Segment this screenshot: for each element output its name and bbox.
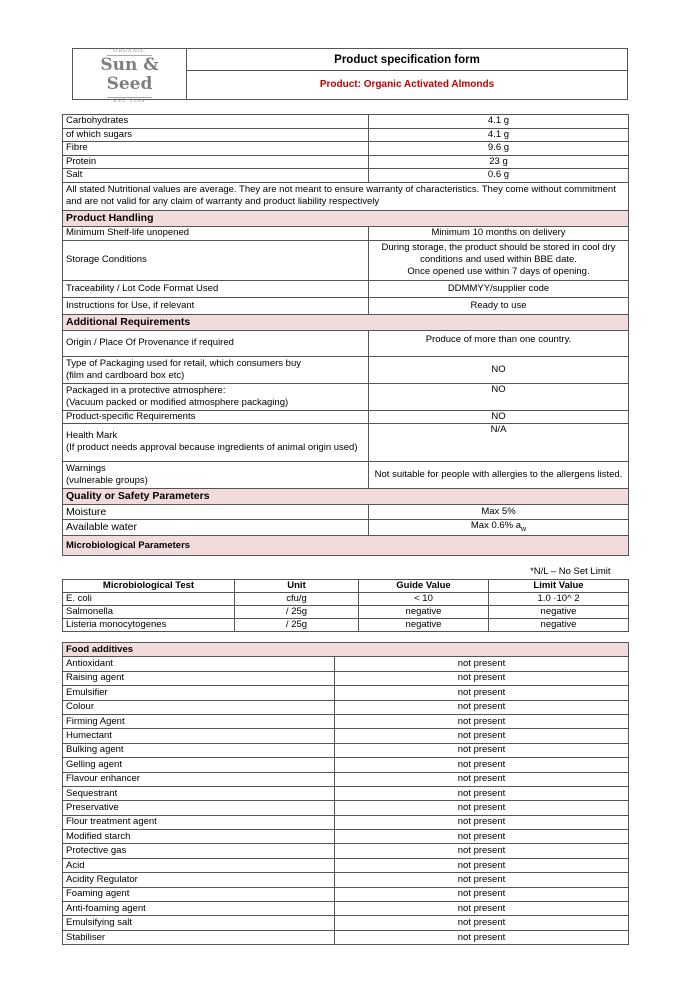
requirement-label [63,356,369,383]
table-row [63,786,629,800]
nutrient-label: Fibre [63,142,369,156]
column-header: Limit Value [489,579,629,592]
brand-logo [82,44,178,105]
micro-unit: / 25g [235,618,359,631]
requirement-value: N/A [369,423,629,461]
title-cell [187,49,627,99]
table-row [63,566,629,579]
table-row [63,519,629,536]
form-title: Product specification form [187,49,627,71]
nutrient-value: 0.6 g [369,169,629,183]
table-row [63,356,629,383]
table-row [63,873,629,887]
table-row [63,226,629,240]
nutrient-label: Protein [63,155,369,169]
nutrient-label: Salt [63,169,369,183]
requirement-label-line1: Warnings [66,462,106,474]
nutrient-value: 23 g [369,155,629,169]
table-row [63,758,629,772]
handling-label: Storage Conditions [63,240,369,280]
table-row [63,830,629,844]
additive-label: Humectant [63,729,335,743]
additive-label: Protective gas [63,844,335,858]
logo-cell [73,47,187,104]
additive-label: Bulking agent [63,743,335,757]
table-row [63,169,629,183]
logo-top-text: ORGANIC [107,48,152,56]
nutrient-value: 4.1 g [369,128,629,142]
additive-label: Raising agent [63,671,335,685]
micro-test: Salmonella [63,605,235,618]
food-additives-table [62,642,629,945]
table-row [63,383,629,410]
requirement-value: NO [369,356,629,383]
requirement-label-line1: Packaged in a protective atmosphere: [66,384,226,396]
table-row [63,240,629,280]
additive-label: Foaming agent [63,887,335,901]
additive-status: not present [335,844,629,858]
requirement-label-line2: (vulnerable groups) [66,474,148,486]
water-activity-value: Max 0.6% a [470,519,522,531]
handling-label: Traceability / Lot Code Format Used [63,280,369,297]
table-row [63,729,629,743]
additive-status: not present [335,830,629,844]
table-row [63,618,629,631]
table-row [63,605,629,618]
additive-label: Emulsifier [63,686,335,700]
section-title-quality: Quality or Safety Parameters [63,488,629,504]
table-row [63,772,629,786]
additive-status: not present [335,887,629,901]
storage-text-opened: Once opened use within 7 days of opening. [407,266,590,277]
table-row [63,686,629,700]
additive-status: not present [335,700,629,714]
requirement-label-line1: Type of Packaging used for retail, which consumers buy [66,357,301,369]
additive-label: Antioxidant [63,657,335,671]
additive-status: not present [335,729,629,743]
table-row [63,592,629,605]
additive-status: not present [335,858,629,872]
nutrition-disclaimer: All stated Nutritional values are average. They are not meant to ensure warranty of characteristics. They come without commitment and are not valid for any claim of warranty and product liability respectively [63,182,629,210]
requirement-label: Product-specific Requirements [63,410,369,423]
additive-label: Preservative [63,801,335,815]
quality-label: Moisture [63,504,369,519]
section-header-row [63,488,629,504]
column-header: Unit [235,579,359,592]
handling-value: Ready to use [369,297,629,314]
table-row [63,297,629,314]
micro-unit: / 25g [235,605,359,618]
section-header-row [63,210,629,226]
nutrient-label: Carbohydrates [63,115,369,129]
table-row [63,128,629,142]
micro-guide: < 10 [359,592,489,605]
table-row [63,858,629,872]
handling-value: Minimum 10 months on delivery [369,226,629,240]
requirement-label [63,423,369,461]
handling-value [369,240,629,280]
additive-status: not present [335,801,629,815]
micro-limit: negative [489,605,629,618]
micro-test: Listeria monocytogenes [63,618,235,631]
additive-status: not present [335,873,629,887]
section-title-micro: Microbiological Parameters [63,536,629,556]
table-row [63,801,629,815]
requirement-value: NO [369,383,629,410]
requirement-label-line2: (film and cardboard box etc) [66,369,185,381]
table-header-row [63,579,629,592]
table-row [63,155,629,169]
additive-label: Modified starch [63,830,335,844]
micro-limit: negative [489,618,629,631]
table-row [63,461,629,488]
nutrient-label: of which sugars [63,128,369,142]
table-row [63,115,629,129]
table-row [63,916,629,930]
additive-status: not present [335,686,629,700]
micro-limit: 1.0 ·10^ 2 [489,592,629,605]
micro-test: E. coli [63,592,235,605]
additive-label: Colour [63,700,335,714]
additive-status: not present [335,916,629,930]
handling-label: Instructions for Use, if relevant [63,297,369,314]
additive-status: not present [335,902,629,916]
additive-status: not present [335,815,629,829]
storage-text: During storage, the product should be stored in cool dry conditions and used within BBE date. [381,242,616,265]
additive-status: not present [335,671,629,685]
table-row [63,930,629,944]
additive-status: not present [335,743,629,757]
table-row [63,815,629,829]
table-row [63,700,629,714]
table-row [63,410,629,423]
section-title-additives: Food additives [63,643,629,657]
table-row [63,142,629,156]
requirement-label-line2: (Vacuum packed or modified atmosphere packaging) [66,396,289,408]
additive-label: Sequestrant [63,786,335,800]
additive-label: Emulsifying salt [63,916,335,930]
table-row [63,887,629,901]
section-header-row [63,643,629,657]
additive-label: Acidity Regulator [63,873,335,887]
table-row [63,902,629,916]
requirement-label-line1: Health Mark [66,430,118,441]
additive-label: Gelling agent [63,758,335,772]
handling-value: DDMMYY/supplier code [369,280,629,297]
section-title-additional: Additional Requirements [63,314,629,330]
table-row [63,743,629,757]
requirement-label [63,461,369,488]
spec-table-body [63,115,629,556]
table-row [63,330,629,356]
micro-unit: cfu/g [235,592,359,605]
product-name: Product: Organic Activated Almonds [319,79,495,90]
no-limit-note: *N/L – No Set Limit [63,566,629,579]
logo-brand-text: Sun & Seed [100,54,159,94]
nutrient-value: 9.6 g [369,142,629,156]
section-header-row [63,536,629,556]
additive-status: not present [335,758,629,772]
table-row [63,671,629,685]
table-row [63,423,629,461]
additive-status: not present [335,657,629,671]
microbiological-table [62,566,629,632]
additive-label: Firming Agent [63,714,335,728]
requirement-value: Not suitable for people with allergies to the allergens listed. [369,461,629,488]
requirement-label: Origin / Place Of Provenance if required [63,330,369,356]
table-row [63,657,629,671]
handling-label: Minimum Shelf-life unopened [63,226,369,240]
requirement-label [63,383,369,410]
quality-label: Available water [63,519,369,536]
additive-label: Flour treatment agent [63,815,335,829]
water-activity-subscript: w [521,525,527,533]
additive-label: Flavour enhancer [63,772,335,786]
table-row [63,280,629,297]
table-row [63,182,629,210]
additive-label: Stabiliser [63,930,335,944]
micro-guide: negative [359,605,489,618]
specification-table [62,114,629,556]
additive-status: not present [335,930,629,944]
table-row [63,714,629,728]
section-title-handling: Product Handling [63,210,629,226]
micro-guide: negative [359,618,489,631]
additive-label: Anti-foaming agent [63,902,335,916]
document-header [72,47,628,104]
additive-label: Acid [63,858,335,872]
logo-bottom-text: EST. 2004 [107,97,151,104]
column-header: Microbiological Test [63,579,235,592]
requirement-value: Produce of more than one country. [369,330,629,356]
table-row [63,504,629,519]
quality-value: Max 5% [369,504,629,519]
column-header: Guide Value [359,579,489,592]
additive-status: not present [335,714,629,728]
nutrient-value: 4.1 g [369,115,629,129]
table-row [63,844,629,858]
additive-status: not present [335,772,629,786]
requirement-label-line2: (If product needs approval because ingredients of animal origin used) [66,442,358,453]
requirement-value: NO [369,410,629,423]
quality-value [369,519,629,536]
section-header-row [63,314,629,330]
additive-status: not present [335,786,629,800]
